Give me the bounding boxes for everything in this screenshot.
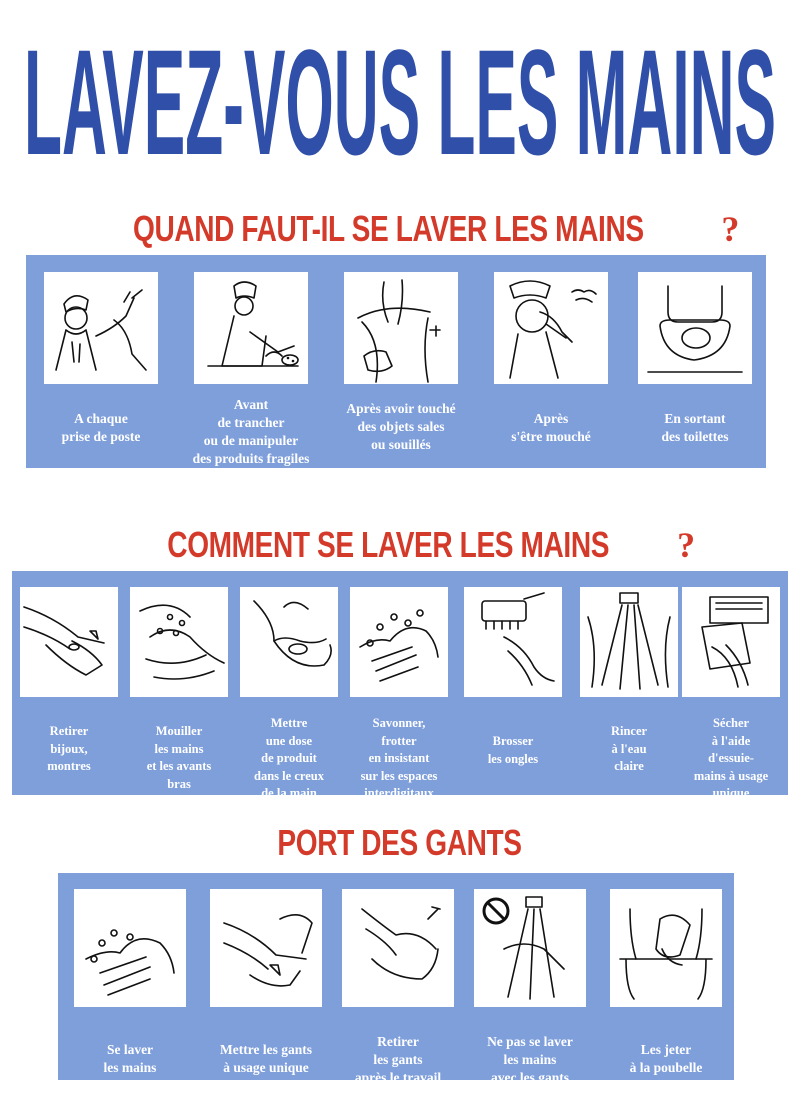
remove-gloves-icon — [342, 889, 454, 1007]
chef-sneezing-icon — [494, 272, 608, 384]
when-caption-1: A chaque prise de poste — [61, 411, 141, 444]
poster-title-text: LAVEZ-VOUS LES MAINS — [24, 30, 776, 170]
when-caption-5: En sortant des toilettes — [661, 411, 729, 444]
heading-question-mark: ? — [721, 209, 740, 249]
gloves-caption-3: Retirer les gants après le travail — [354, 1034, 442, 1085]
section-heading-how — [0, 524, 800, 566]
soap-dose-icon — [240, 587, 338, 697]
no-wash-gloves-icon — [474, 889, 586, 1007]
wash-hands-icon — [74, 889, 186, 1007]
gloves-caption-1: Se laver les mains — [103, 1042, 157, 1075]
wet-hands-icon — [130, 587, 228, 697]
when-caption-4: Après s'être mouché — [511, 411, 591, 444]
how-caption-2: Mouiller les mains et les avants bras — [146, 724, 212, 791]
heading-text: PORT DES GANTS — [277, 822, 523, 863]
gloves-caption-5: Les jeter à la poubelle — [629, 1042, 703, 1075]
rinse-tap-icon — [580, 587, 678, 697]
poster-title — [0, 30, 800, 170]
how-caption-6: Rincer à l'eau claire — [610, 724, 648, 773]
put-on-gloves-icon — [210, 889, 322, 1007]
when-caption-2: Avant de trancher ou de manipuler des produits fragiles — [192, 397, 310, 466]
chef-slicing-icon — [194, 272, 308, 384]
how-caption-1: Retirer bijoux, montres — [47, 724, 91, 773]
how-caption-7: Sécher à l'aide d'essuie- mains à usage unique — [693, 716, 769, 800]
gloves-in-bin-icon — [610, 889, 722, 1007]
section-heading-gloves — [0, 822, 800, 864]
when-panel — [26, 255, 766, 468]
gloves-panel — [58, 873, 734, 1085]
heading-text: QUAND FAUT-IL SE LAVER LES MAINS — [132, 208, 644, 249]
remove-ring-icon — [20, 587, 118, 697]
how-caption-4: Savonner, frotter en insistant sur les espaces interdigitaux — [360, 716, 438, 800]
lather-hands-icon — [350, 587, 448, 697]
toilet-icon — [638, 272, 752, 384]
nail-brush-icon — [464, 587, 562, 697]
heading-text: COMMENT SE LAVER LES MAINS — [167, 524, 609, 565]
paper-towel-icon — [682, 587, 780, 697]
section-heading-when — [0, 208, 800, 250]
chef-arriving-icon — [44, 272, 158, 384]
how-caption-5: Brosser les ongles — [487, 734, 539, 766]
how-panel — [12, 571, 788, 800]
how-caption-3: Mettre une dose de produit dans le creux de la main — [254, 716, 324, 800]
trash-bin-icon — [344, 272, 458, 384]
gloves-caption-4: Ne pas se laver les mains avec les gants — [487, 1034, 573, 1085]
when-caption-3: Après avoir touché des objets sales ou souillés — [346, 401, 456, 452]
heading-question-mark: ? — [677, 525, 696, 565]
gloves-caption-2: Mettre les gants à usage unique — [220, 1042, 312, 1075]
